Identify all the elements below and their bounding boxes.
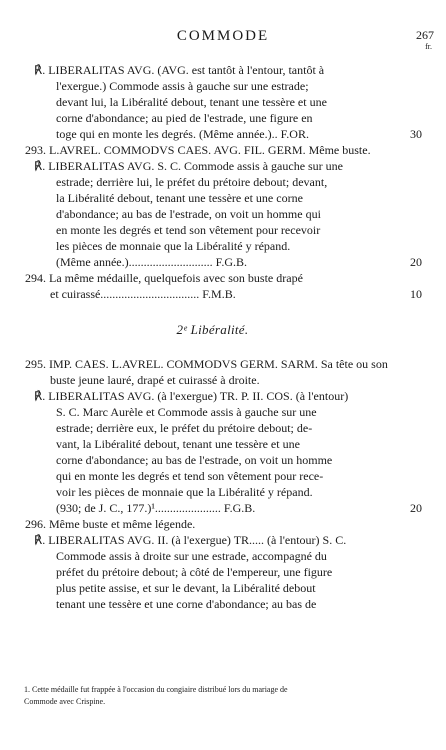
price-value: 30 bbox=[410, 127, 422, 141]
running-title: COMMODE bbox=[176, 28, 270, 44]
reverse-description bbox=[25, 532, 400, 612]
entry-line: ℟. LIBERALITAS AVG. (AVG. est tantôt à l'entour, tantôt à bbox=[34, 63, 325, 77]
entry-line: 293. L.AVREL. COMMODVS CAES. AVG. FIL. GERM. Même buste. bbox=[25, 143, 371, 157]
entry-line: les pièces de monnaie que la Libéralité y répand. bbox=[56, 239, 291, 253]
entry-line: 295. IMP. CAES. L.AVREL. COMMODVS GERM. SARM. Sa tête ou son bbox=[25, 357, 388, 371]
reverse-description bbox=[25, 158, 422, 270]
page-number: 267 bbox=[416, 28, 434, 42]
obverse-description bbox=[25, 356, 400, 388]
footnote-line: 1. Cette médaille fut frappée à l'occasion du congiaire distribué lors du mariage de bbox=[24, 685, 288, 694]
entries-list bbox=[25, 62, 422, 302]
entry-line: et cuirassé................................. F.M.B. bbox=[50, 287, 236, 301]
entry-line: ℟. LIBERALITAS AVG. S. C. Commode assis à gauche sur une bbox=[34, 159, 344, 173]
entry-line: estrade; derrière lui, le préfet du prétoire debout; devant, bbox=[56, 175, 328, 189]
entry-line: en monte les degrés et tend son vêtement pour recevoir bbox=[56, 223, 321, 237]
entry-line: corne d'abondance; au bas de l'estrade, on voit un homme bbox=[56, 453, 333, 467]
entry-line: 296. Même buste et même légende. bbox=[25, 517, 196, 531]
page-header bbox=[0, 24, 446, 54]
obverse-description bbox=[25, 270, 422, 302]
entry-line: ℟. LIBERALITAS AVG. (à l'exergue) TR. P. II. COS. (à l'entour) bbox=[34, 389, 349, 403]
obverse-description bbox=[25, 142, 400, 158]
currency-mark: fr. bbox=[425, 42, 432, 51]
entry-line: voir les pièces de monnaie que la Libéralité y répand. bbox=[56, 485, 313, 499]
price-value: 10 bbox=[410, 287, 422, 301]
entry-line: estrade; derrière eux, le préfet du prétoire debout; de- bbox=[56, 421, 313, 435]
entry-line: 294. La même médaille, quelquefois avec son buste drapé bbox=[25, 271, 303, 285]
entry-line: la Libéralité debout, tenant une tessère et une corne bbox=[56, 191, 303, 205]
price-value: 20 bbox=[410, 255, 422, 269]
entry-line: plus petite assise, et sur le devant, la Libéralité debout bbox=[56, 581, 316, 595]
footnote-line: Commode avec Crispine. bbox=[24, 697, 106, 706]
entry-line: préfet du prétoire debout; à côté de l'empereur, une figure bbox=[56, 565, 333, 579]
entry-line: (Même année.)............................ F.G.B. bbox=[56, 255, 248, 269]
entry-line: Commode assis à droite sur une estrade, accompagné du bbox=[56, 549, 327, 563]
entry-line: devant lui, la Libéralité debout, tenant une tessère et une bbox=[56, 95, 327, 109]
reverse-description bbox=[25, 388, 422, 516]
entry-line: l'exergue.) Commode assis à gauche sur une estrade; bbox=[56, 79, 309, 93]
entry-line: qui en monte les degrés et tend son vêtement pour rece- bbox=[56, 469, 324, 483]
entry-line: (930; de J. C., 177.)¹...................... F.G.B. bbox=[56, 501, 256, 515]
obverse-description bbox=[25, 516, 400, 532]
page-body bbox=[25, 62, 422, 612]
entry-line: toge qui en monte les degrés. (Même année.).. F.OR. bbox=[56, 127, 309, 141]
entry-line: ℟. LIBERALITAS AVG. II. (à l'exergue) TR..... (à l'entour) S. C. bbox=[34, 533, 347, 547]
entry-line: buste jeune lauré, drapé et cuirassé à droite. bbox=[50, 373, 260, 387]
reverse-description bbox=[25, 62, 422, 142]
entries-list-2 bbox=[25, 356, 422, 612]
footnote bbox=[24, 684, 424, 708]
entry-line: corne d'abondance; au pied de l'estrade, une figure en bbox=[56, 111, 313, 125]
entry-line: d'abondance; au bas de l'estrade, on voit un homme qui bbox=[56, 207, 321, 221]
entry-line: tenant une tessère et une corne d'abondance; au bas de bbox=[56, 597, 317, 611]
entry-line: S. C. Marc Aurèle et Commode assis à gauche sur une bbox=[56, 405, 317, 419]
price-value: 20 bbox=[410, 501, 422, 515]
entry-line: vant, la Libéralité debout, tenant une tessère et une bbox=[56, 437, 300, 451]
section-title: 2ᵉ Libéralité. bbox=[176, 322, 249, 337]
